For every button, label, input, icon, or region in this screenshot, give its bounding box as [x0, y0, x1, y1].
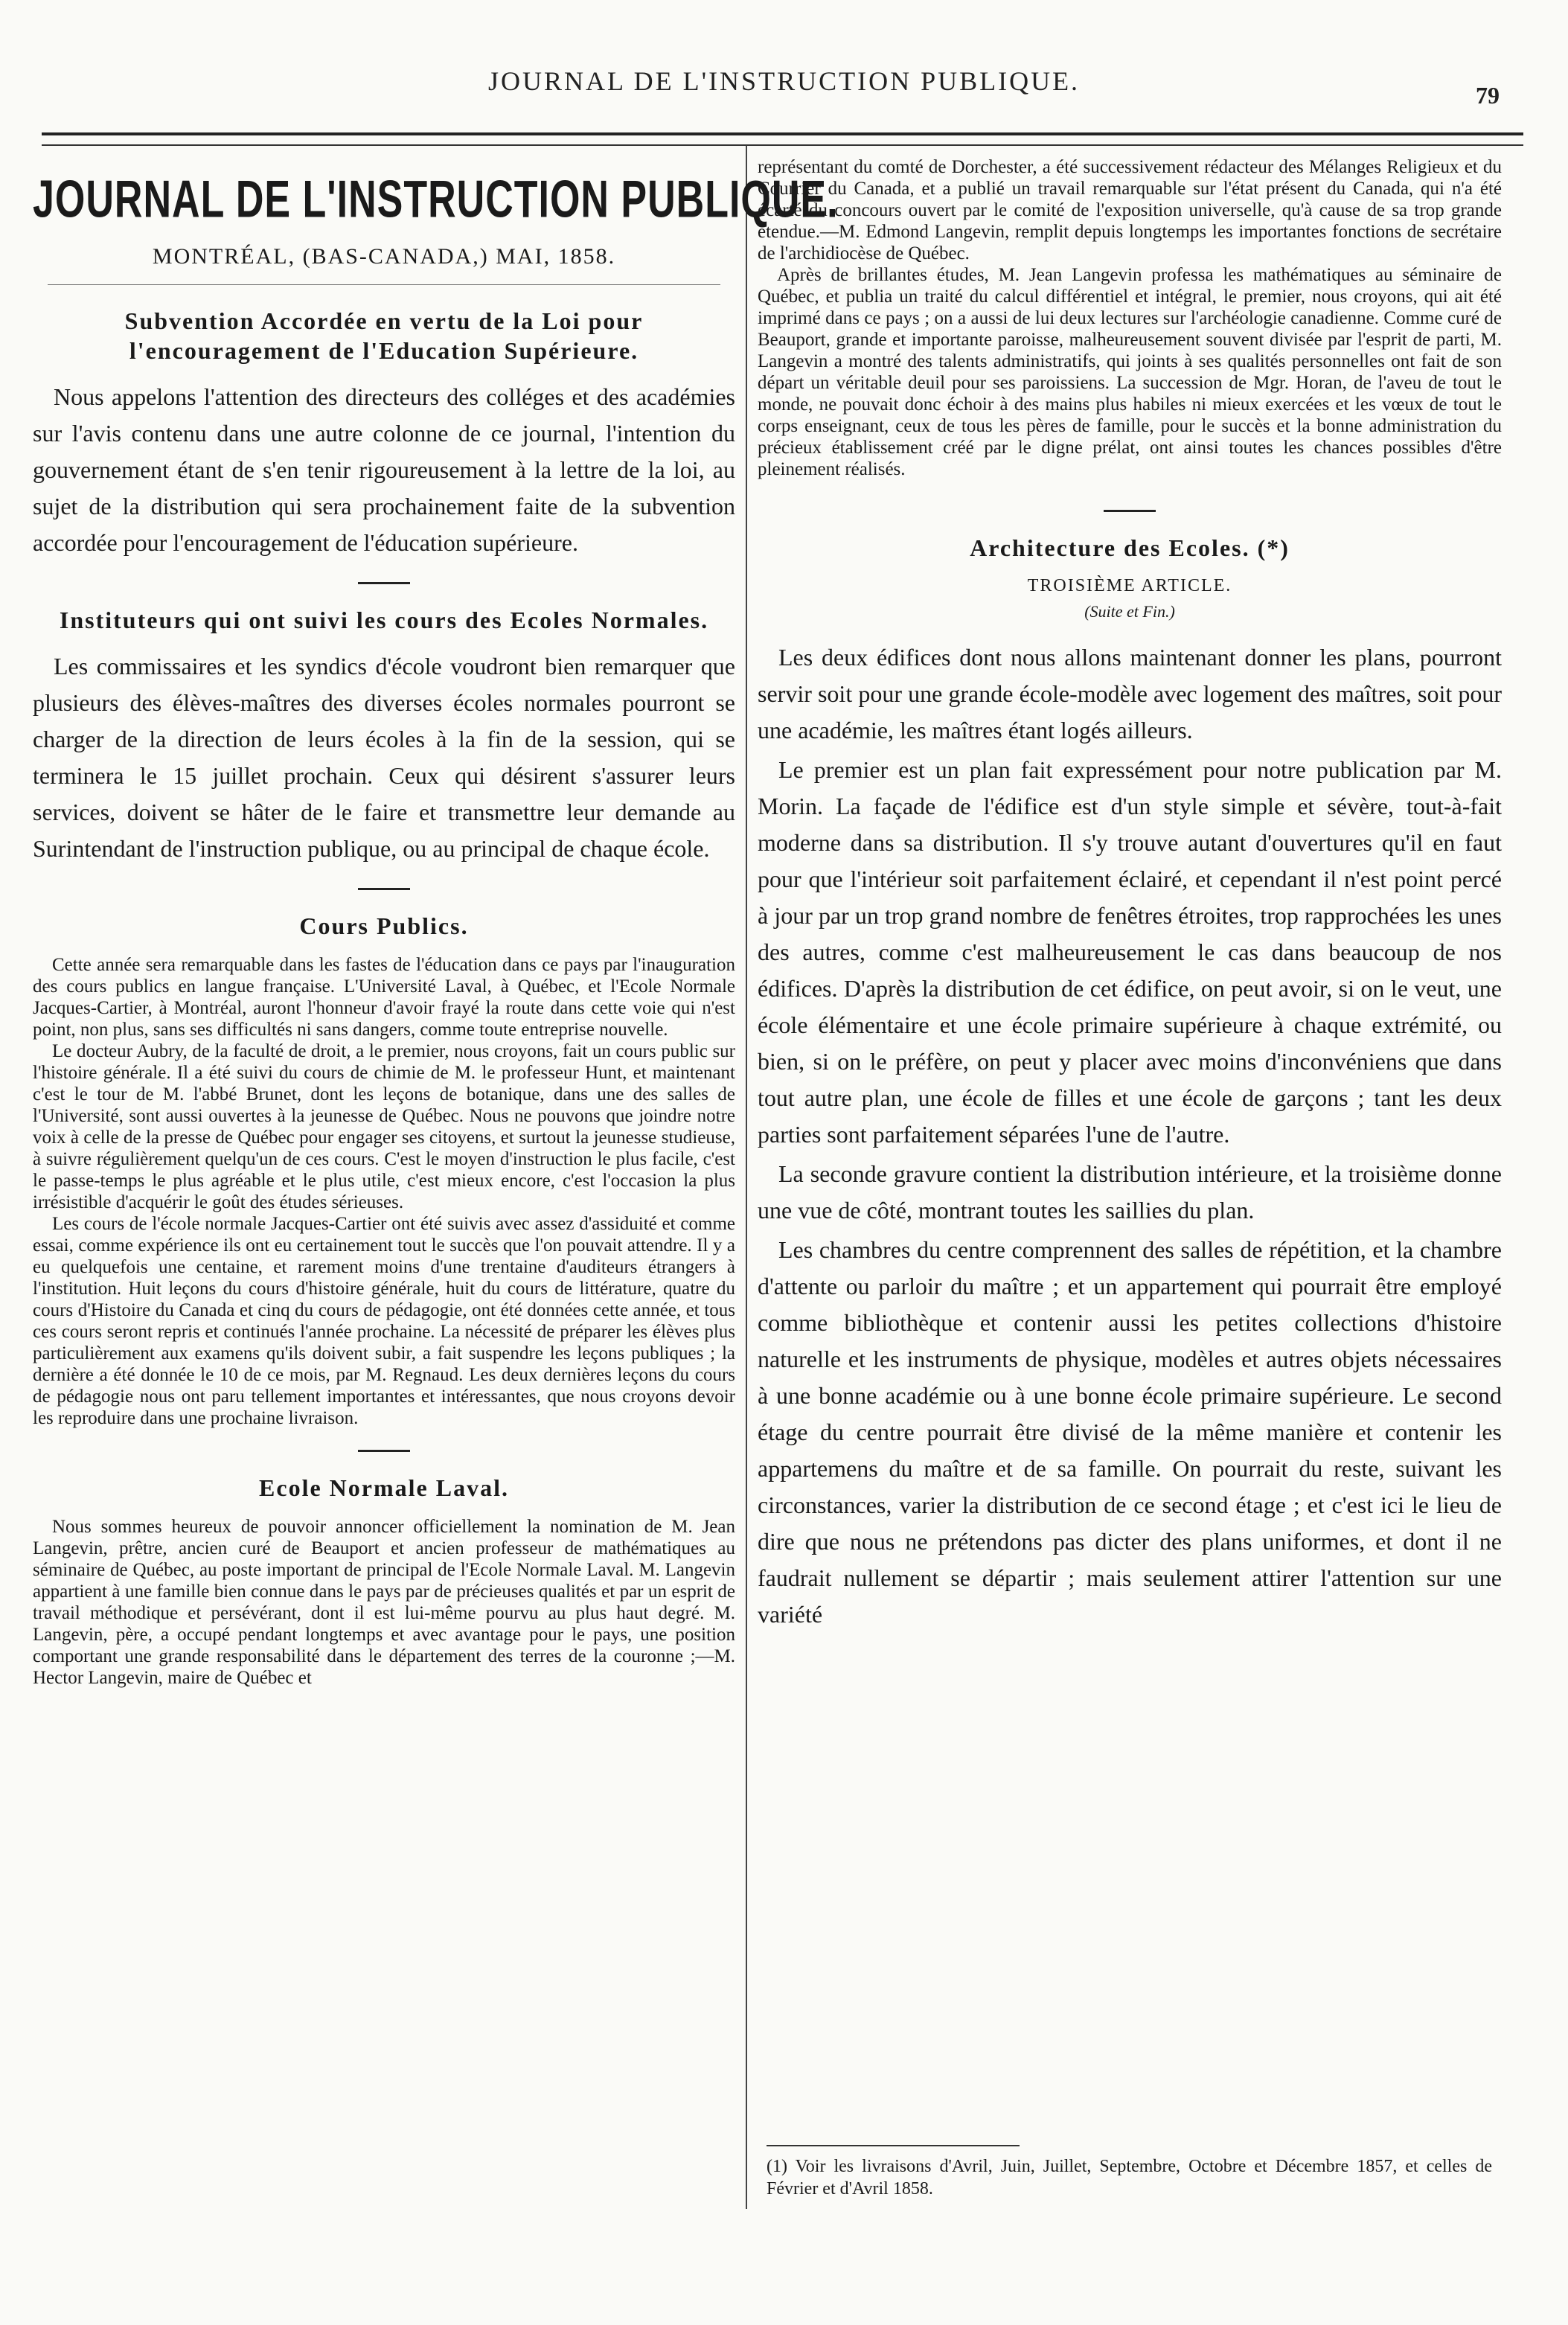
paragraph: Les commissaires et les syndics d'école voudront bien remarquer que plusieurs des élèves-maîtres des diverses écoles normales pourront se charger de la direction de leurs écoles à la fin de la session, qui se terminera le 15 juillet prochain. Ceux qui désirent s'assurer leurs services, doivent se hâter de le faire et transmettre leur demande au Surintendant de l'instruction publique, ou au principal de chaque école.: [33, 653, 735, 862]
section-title: Subvention Accordée en vertu de la Loi pour l'encouragement de l'Education Supérieure.: [124, 307, 644, 364]
paragraph: Le docteur Aubry, de la faculté de droit, a le premier, nous croyons, fait un cours public sur l'histoire générale. Il a été suivi du cours de chimie de M. le professeur Hunt, et maintenant c'est le tour de M. l'abbé Brunet, dont les leçons de botanique, dans une des salles de l'Université, sont aussi ouvertes à la jeunesse de Québec. Nous ne pouvons que joindre notre voix à celle de la presse de Québec pour engager ses citoyens, et surtout la jeunesse studieuse, à suivre régulièrement quelqu'un de ces cours. C'est le moyen d'instruction le plus facile, c'est le passe-temps le plus agréable et le plus utile, c'est mieux encore, c'est l'occasion la plus irrésistible d'acquérir le goût des études sérieuses.: [33, 1041, 735, 1212]
section-ecole-normale-laval: [33, 1473, 735, 1689]
page-number: 79: [1476, 82, 1500, 109]
column-separator: [746, 146, 747, 2209]
section-body: [758, 639, 1502, 1633]
paragraph: Les chambres du centre comprennent des salles de répétition, et la chambre d'attente ou parloir du maître ; et un appartement qui pourrait être employé comme bibliothèque et contenir aussi les petites collections d'histoire naturelle et les instruments de physique, modèles et autres objets nécessaires à une bonne académie ou à une bonne école primaire supérieure. Le second étage du centre pourrait être divisé de la même manière et contenir les appartemens du maître et de sa famille. On pourrait du reste, suivant les circonstances, varier la distribution de ce second étage ; et c'est ici le lieu de dire que nous ne prétendons pas dicter des plans uniformes, et dont il ne faudrait nullement se départir ; mais seulement attirer l'attention sur une variété: [758, 1236, 1502, 1628]
left-column: [33, 156, 839, 2218]
continuation-body: [758, 156, 1502, 480]
section-title: Architecture des Ecoles. (*): [970, 534, 1290, 561]
running-head: JOURNAL DE L'INSTRUCTION PUBLIQUE.: [487, 66, 1081, 96]
section-cours-publics: [33, 911, 735, 1429]
section-divider: [358, 888, 410, 890]
section-instituteurs: [33, 605, 735, 867]
section-subtitle: TROISIÈME ARTICLE.: [1027, 576, 1232, 595]
section-divider: [358, 1450, 410, 1452]
paragraph: Cette année sera remarquable dans les fastes de l'éducation dans ce pays par l'inauguration des cours publics en langue française. L'Université Laval, à Québec, et l'Ecole Normale Jacques-Cartier, à Montréal, auront l'honneur d'avoir frayé la route dans cette voie qui n'est point, non plus, sans ses difficultés ni sans dangers, comme toute entreprise nouvelle.: [33, 955, 735, 1040]
section-body: [33, 1516, 735, 1689]
masthead: JOURNAL DE L'INSTRUCTION PUBLIQUE.: [33, 170, 839, 229]
header-rule: [42, 132, 1523, 146]
section-title: Ecole Normale Laval.: [259, 1474, 509, 1501]
paragraph: Après de brillantes études, M. Jean Langevin professa les mathématiques au séminaire de Québec, et publia un traité du calcul différentiel et intégral, le premier, nous croyons, qui ait été imprimé dans ce pays ; on a aussi de lui deux lectures sur l'archéologie canadienne. Comme curé de Beauport, grande et importante paroisse, malheureusement souvent divisée par l'esprit de parti, M. Langevin a montré des talents administratifs, qui joints à ses qualités personnelles ont fait de son départ un véritable deuil pour ses paroissiens. La succession de Mgr. Horan, de l'aveu de tout le monde, ne pouvait donc échoir à des mains plus habiles ni mieux exercées et les vœux de tout le corps enseignant, ceux de tous les pères de famille, pour le succès et la bonne administration du précieux établissement créé par le digne prélat, ont ainsi toutes les chances possibles d'être pleinement réalisés.: [758, 265, 1502, 479]
section-body: [33, 954, 735, 1429]
section-body: [33, 379, 735, 561]
paragraph: Les cours de l'école normale Jacques-Cartier ont été suivis avec assez d'assiduité et comme essai, comme expérience ils ont eu certainement tout le succès que l'on pouvait attendre. Il y a eu quelquefois une centaine, et rarement moins d'une trentaine d'auditeurs étrangers à l'institution. Huit leçons du cours d'histoire générale, huit du cours de littérature, quatre du cours d'Histoire du Canada et cinq du cours de pédagogie, ont été données cette année, et tous ces cours seront repris et continués l'année prochaine. La nécessité de préparer les élèves plus particulièrement aux examens qu'ils doivent subir, a fait suspendre les leçons publiques ; la dernière a été donnée le 10 de ce mois, par M. Regnaud. Les deux dernières leçons du cours de pédagogie nous ont paru tellement importantes et intéressantes, que nous croyons devoir les reproduire dans une prochaine livraison.: [33, 1214, 735, 1428]
section-divider: [1104, 510, 1156, 512]
section-body: [33, 648, 735, 867]
paragraph: Nous appelons l'attention des directeurs des colléges et des académies sur l'avis contenu dans une autre colonne de ce journal, l'intention du gouvernement étant de s'en tenir rigoureusement à la lettre de la loi, au sujet de la distribution qui sera prochainement faite de la subvention accordée pour l'encouragement de l'éducation supérieure.: [33, 383, 735, 556]
section-architecture: [758, 533, 1502, 1633]
footnote-rule: [767, 2145, 1020, 2146]
section-title: Cours Publics.: [299, 912, 469, 939]
section-subvention: [33, 306, 735, 561]
paragraph: La seconde gravure contient la distribution intérieure, et la troisième donne une vue de côté, montrant toutes les saillies du plan.: [758, 1160, 1502, 1224]
paragraph: Nous sommes heureux de pouvoir annoncer officiellement la nomination de M. Jean Langevin, prêtre, ancien curé de Beauport et ancien professeur de mathématiques au séminaire de Québec, au poste important de principal de l'Ecole Normale Laval. M. Langevin appartient à une famille bien connue dans le pays par de précieuses qualités et par un esprit de travail méthodique et persévérant, dont il est lui-même pourvu au plus haut degré. M. Langevin, père, a occupé pendant longtemps et avec avantage pour le pays, une position comportant une grande responsabilité dans le département des terres de la couronne ;—M. Hector Langevin, maire de Québec et: [33, 1517, 735, 1688]
paragraph: Les deux édifices dont nous allons maintenant donner les plans, pourront servir soit pour une grande école-modèle avec logement des maîtres, soit pour une académie, les maîtres étant logés ailleurs.: [758, 644, 1502, 743]
section-title: Instituteurs qui ont suivi les cours des Ecoles Normales.: [59, 607, 709, 633]
paragraph: représentant du comté de Dorchester, a été successivement rédacteur des Mélanges Religieux et du Courrier du Canada, et a publié un travail remarquable sur l'état présent du Canada, qui n'a été écarté du concours ouvert par le comité de l'exposition universelle, qu'à cause de sa trop grande étendue.—M. Edmond Langevin, remplit depuis longtemps les importantes fonctions de secrétaire de l'archidiocèse de Québec.: [758, 157, 1502, 263]
section-note: (Suite et Fin.): [1084, 602, 1175, 621]
section-divider: [358, 582, 410, 584]
paragraph: Le premier est un plan fait expressément pour notre publication par M. Morin. La façade de l'édifice est d'un style simple et sévère, tout-à-fait moderne dans sa distribution. Il s'y trouve autant d'ouvertures qu'il en faut pour que l'intérieur soit parfaitement éclairé, et cependant il n'est point percé à jour par un trop grand nombre de fenêtres étroites, trop rapprochées les unes des autres, comme c'est malheureusement le cas dans beaucoup de nos édifices. D'après la distribution de cet édifice, on peut avoir, si on le veut, une école élémentaire et une école primaire supérieure à chaque extrémité, ou bien, si on le préfère, on peut y placer avec moins d'inconvéniens que dans tout autre plan, une école de filles et une école de garçons ; tant les deux parties sont parfaitement séparées l'une de l'autre.: [758, 756, 1502, 1148]
right-column: [758, 156, 1502, 2218]
dateline-rule: [48, 284, 720, 285]
dateline: MONTRÉAL, (BAS-CANADA,) MAI, 1858.: [152, 244, 616, 269]
footnote: (1) Voir les livraisons d'Avril, Juin, Juillet, Septembre, Octobre et Décembre 1857, et celles de Février et d'Avril 1858.: [767, 2157, 1492, 2198]
